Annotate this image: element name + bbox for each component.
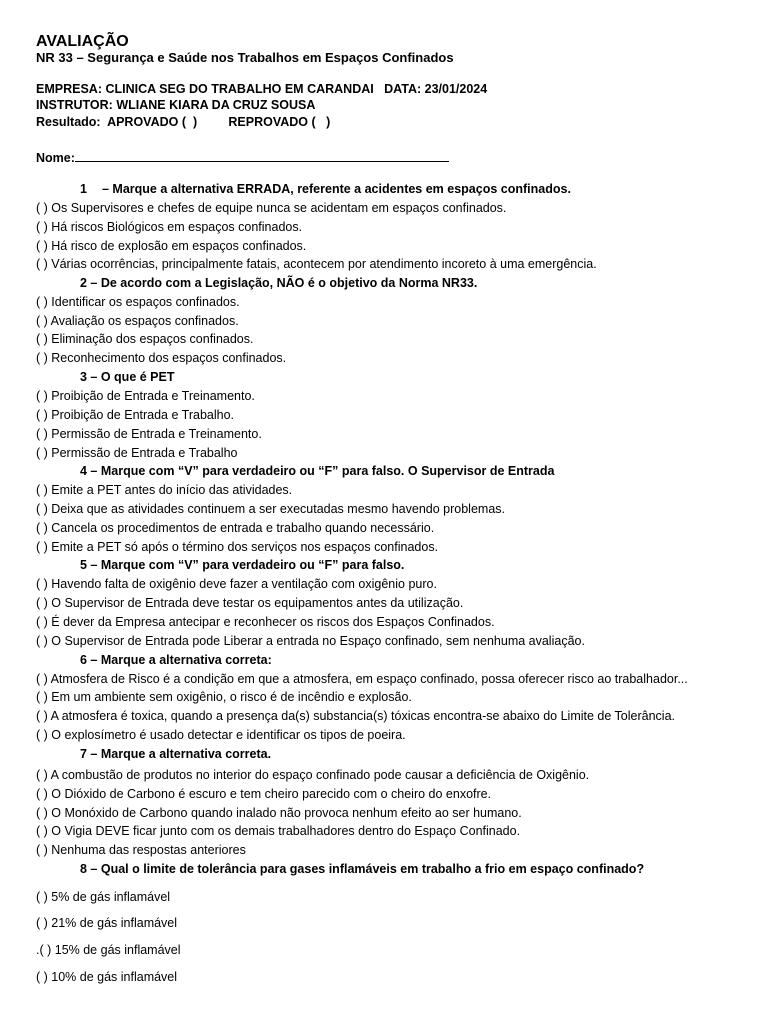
option[interactable]: ( ) Reconhecimento dos espaços confinados.: [36, 351, 287, 365]
document-subtitle: NR 33 – Segurança e Saúde nos Trabalhos em Espaços Confinados: [36, 50, 454, 65]
option[interactable]: ( ) Havendo falta de oxigênio deve fazer a ventilação com oxigênio puro.: [36, 577, 437, 591]
question-4-title: 4 – Marque com “V” para verdadeiro ou “F” para falso. O Supervisor de Entrada: [80, 464, 555, 478]
question-6-title: 6 – Marque a alternativa correta:: [80, 653, 272, 667]
option[interactable]: ( ) 10% de gás inflamável: [36, 970, 178, 984]
document-title: AVALIAÇÃO: [36, 33, 129, 50]
name-field[interactable]: [36, 149, 449, 165]
option[interactable]: ( ) Identificar os espaços confinados.: [36, 295, 240, 309]
option[interactable]: ( ) 21% de gás inflamável: [36, 916, 178, 930]
question-7-title: 7 – Marque a alternativa correta.: [80, 747, 272, 761]
option[interactable]: ( ) Permissão de Entrada e Trabalho: [36, 446, 238, 460]
option[interactable]: ( ) Proibição de Entrada e Treinamento.: [36, 389, 255, 403]
option[interactable]: ( ) Deixa que as atividades continuem a ser executadas mesmo havendo problemas.: [36, 502, 506, 516]
option[interactable]: ( ) O explosímetro é usado detectar e identificar os tipos de poeira.: [36, 728, 406, 742]
name-underline[interactable]: [75, 149, 449, 162]
option[interactable]: ( ) A combustão de produtos no interior do espaço confinado pode causar a deficiência de Oxigênio.: [36, 768, 590, 782]
option[interactable]: ( ) É dever da Empresa antecipar e reconhecer os riscos dos Espaços Confinados.: [36, 615, 495, 629]
option[interactable]: ( ) O Monóxido de Carbono quando inalado não provoca nenhum efeito ao ser humano.: [36, 806, 522, 820]
option[interactable]: ( ) Várias ocorrências, principalmente fatais, acontecem por atendimento incoreto à uma emergência.: [36, 257, 597, 271]
option[interactable]: .( ) 15% de gás inflamável: [36, 943, 181, 957]
question-1-text: – Marque a alternativa ERRADA, referente a acidentes em espaços confinados.: [102, 182, 571, 196]
option[interactable]: ( ) 5% de gás inflamável: [36, 890, 171, 904]
question-8-title: 8 – Qual o limite de tolerância para gases inflamáveis em trabalho a frio em espaço confinado?: [80, 862, 645, 876]
option[interactable]: ( ) O Supervisor de Entrada deve testar os equipamentos antes da utilização.: [36, 596, 464, 610]
instructor-line: INSTRUTOR: WLIANE KIARA DA CRUZ SOUSA: [36, 98, 316, 112]
option[interactable]: ( ) Emite a PET só após o término dos serviços nos espaços confinados.: [36, 540, 439, 554]
option[interactable]: ( ) Proibição de Entrada e Trabalho.: [36, 408, 235, 422]
option[interactable]: ( ) Nenhuma das respostas anteriores: [36, 843, 246, 857]
question-5-title: 5 – Marque com “V” para verdadeiro ou “F” para falso.: [80, 558, 405, 572]
option[interactable]: ( ) Avaliação os espaços confinados.: [36, 314, 239, 328]
question-2-title: 2 – De acordo com a Legislação, NÃO é o objetivo da Norma NR33.: [80, 276, 478, 290]
name-label: Nome:: [36, 151, 75, 165]
option[interactable]: ( ) Em um ambiente sem oxigênio, o risco é de incêndio e explosão.: [36, 690, 412, 704]
option[interactable]: ( ) O Supervisor de Entrada pode Liberar a entrada no Espaço confinado, sem nenhuma avaliação.: [36, 634, 585, 648]
option[interactable]: ( ) Permissão de Entrada e Treinamento.: [36, 427, 262, 441]
option[interactable]: ( ) Há risco de explosão em espaços confinados.: [36, 239, 307, 253]
company-date-line: EMPRESA: CLINICA SEG DO TRABALHO EM CARANDAI DATA: 23/01/2024: [36, 82, 488, 96]
question-1-title: [80, 182, 571, 196]
option[interactable]: ( ) Cancela os procedimentos de entrada e trabalho quando necessário.: [36, 521, 435, 535]
option[interactable]: ( ) Eliminação dos espaços confinados.: [36, 332, 254, 346]
option[interactable]: ( ) Os Supervisores e chefes de equipe nunca se acidentam em espaços confinados.: [36, 201, 507, 215]
question-3-title: 3 – O que é PET: [80, 370, 175, 384]
result-line: Resultado: APROVADO ( ) REPROVADO ( ): [36, 115, 331, 129]
option[interactable]: ( ) O Dióxido de Carbono é escuro e tem cheiro parecido com o cheiro do enxofre.: [36, 787, 492, 801]
option[interactable]: ( ) Emite a PET antes do início das atividades.: [36, 483, 293, 497]
question-1-number: 1: [80, 182, 87, 196]
option[interactable]: ( ) A atmosfera é toxica, quando a presença da(s) substancia(s) tóxicas encontra-se abaixo do Limite de Tolerância.: [36, 709, 676, 723]
option[interactable]: ( ) O Vigia DEVE ficar junto com os demais trabalhadores dentro do Espaço Confinado.: [36, 824, 521, 838]
option[interactable]: ( ) Atmosfera de Risco é a condição em que a atmosfera, em espaço confinado, possa oferecer risco ao trabalhador...: [36, 672, 688, 686]
option[interactable]: ( ) Há riscos Biológicos em espaços confinados.: [36, 220, 303, 234]
